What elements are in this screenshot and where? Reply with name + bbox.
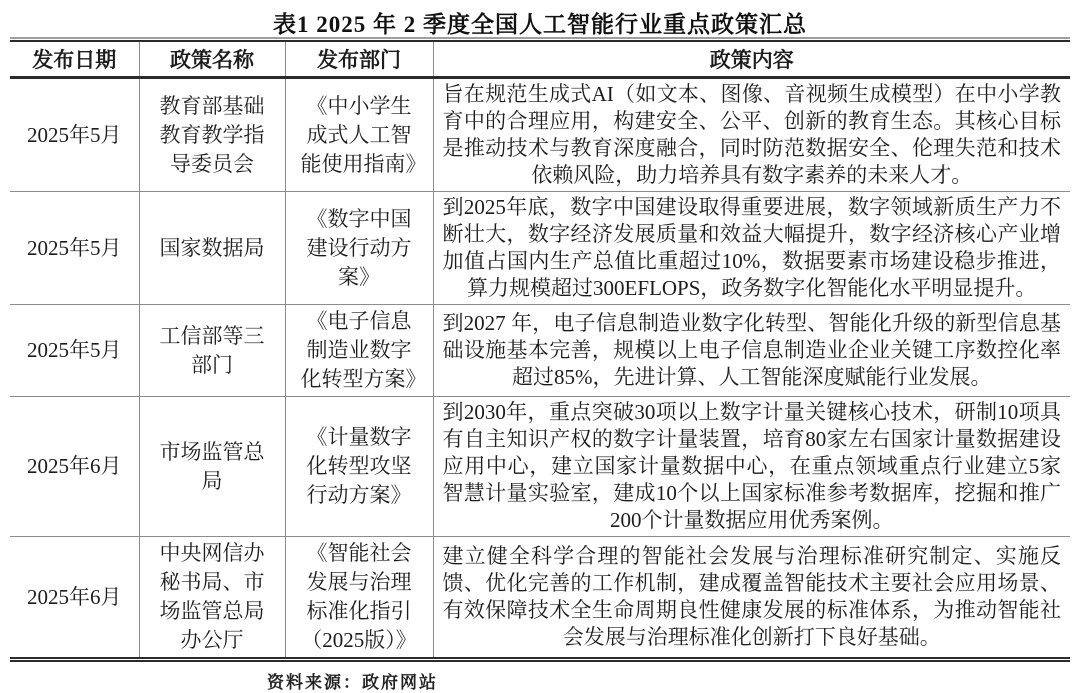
cell-issuing-department: 《智能社会发展与治理标准化指引（2025版）》 bbox=[285, 537, 433, 660]
table-header-row bbox=[10, 41, 1070, 78]
cell-issuing-department: 《中小学生成式人工智能使用指南》 bbox=[285, 78, 433, 192]
table-title: 表1 2025 年 2 季度全国人工智能行业重点政策汇总 bbox=[273, 12, 807, 37]
cell-issuing-department: 《数字中国建设行动方案》 bbox=[285, 192, 433, 305]
cell-release-date: 2025年6月 bbox=[10, 537, 139, 660]
header-policy-content: 政策内容 bbox=[433, 41, 1070, 78]
cell-policy-name: 国家数据局 bbox=[139, 192, 285, 305]
cell-policy-name: 市场监管总局 bbox=[139, 397, 285, 537]
cell-release-date: 2025年5月 bbox=[10, 305, 139, 397]
cell-policy-name: 工信部等三部门 bbox=[139, 305, 285, 397]
policy-table bbox=[10, 40, 1070, 662]
table-row bbox=[10, 78, 1070, 192]
table-container bbox=[10, 37, 1070, 662]
table-row bbox=[10, 537, 1070, 660]
header-policy-name: 政策名称 bbox=[139, 41, 285, 78]
header-issuing-department: 发布部门 bbox=[285, 41, 433, 78]
header-release-date: 发布日期 bbox=[10, 41, 139, 78]
table-row bbox=[10, 192, 1070, 305]
cell-release-date: 2025年5月 bbox=[27, 122, 122, 147]
policy-table-body bbox=[10, 78, 1070, 660]
cell-policy-content: 建立健全科学合理的智能社会发展与治理标准研究制定、实施反馈、优化完善的工作机制，建成覆盖智能技术主要社会应用场景、有效保障技术全生命周期良性健康发展的标准体系，为推动智能社会发展与治理标准化创新打下良好基础。 bbox=[433, 537, 1070, 660]
cell-issuing-department: 《电子信息制造业数字化转型方案》 bbox=[285, 305, 433, 397]
cell-policy-content: 到2030年，重点突破30项以上数字计量关键核心技术，研制10项具有自主知识产权的数字计量装置，培育80家左右国家计量数据建设应用中心，建立国家计量数据中心，在重点领域重点行业建立5家智慧计量实验室，建成10个以上国家标准参考数据库，挖掘和推广200个计量数据应用优秀案例。 bbox=[433, 397, 1070, 537]
cell-policy-name: 教育部基础教育教学指导委员会 bbox=[139, 78, 285, 192]
cell-policy-content: 到2025年底，数字中国建设取得重要进展，数字领域新质生产力不断壮大，数字经济发展质量和效益大幅提升，数字经济核心产业增加值占国内生产总值比重超过10%，数据要素市场建设稳步推进，算力规模超过300EFLOPS，政务数字化智能化水平明显提升。 bbox=[433, 192, 1070, 305]
table-row bbox=[10, 397, 1070, 537]
cell-policy-content: 到2027 年，电子信息制造业数字化转型、智能化升级的新型信息基础设施基本完善，规模以上电子信息制造业企业关键工序数控化率超过85%，先进计算、人工智能深度赋能行业发展。 bbox=[433, 305, 1070, 397]
cell-policy-content: 旨在规范生成式AI（如文本、图像、音视频生成模型）在中小学教育中的合理应用，构建安全、公平、创新的教育生态。其核心目标是推动技术与教育深度融合，同时防范数据安全、伦理失范和技术依赖风险，助力培养具有数字素养的未来人才。 bbox=[433, 78, 1070, 192]
cell-issuing-department: 《计量数字化转型攻坚行动方案》 bbox=[285, 397, 433, 537]
cell-release-date: 2025年5月 bbox=[10, 192, 139, 305]
table-row bbox=[10, 305, 1070, 397]
cell-policy-name: 中央网信办秘书局、市场监管总局办公厅 bbox=[139, 537, 285, 660]
cell-release-date: 2025年6月 bbox=[10, 397, 139, 537]
source-note: 资料来源：政府网站 bbox=[267, 673, 438, 692]
